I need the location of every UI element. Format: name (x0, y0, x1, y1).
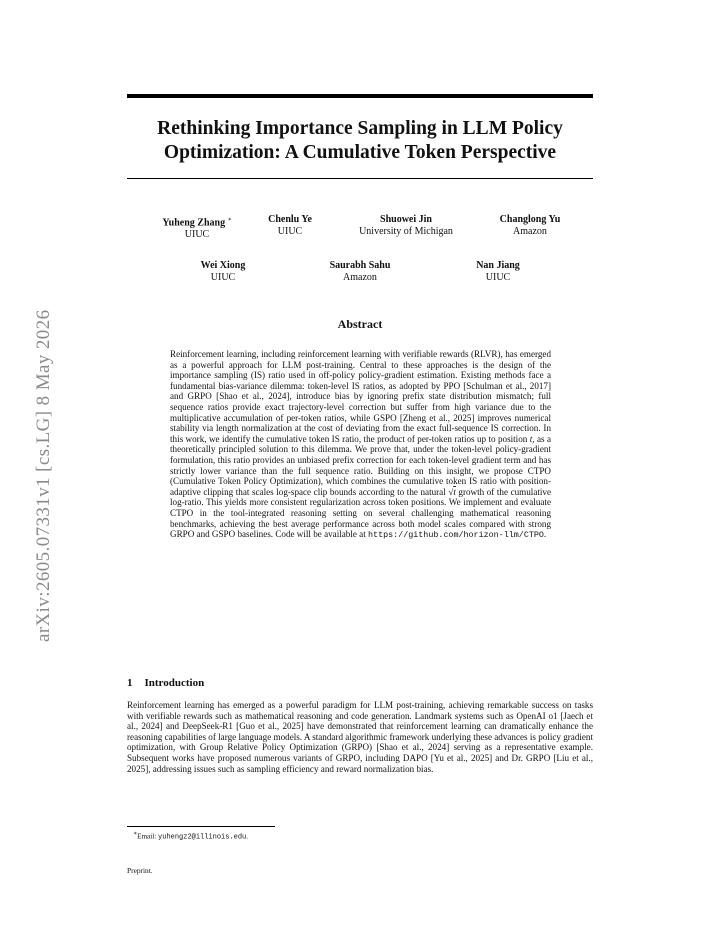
author-block (488, 214, 572, 238)
code-url-link[interactable]: https://github.com/horizon-llm/CTPO (368, 530, 544, 541)
author-name: Saurabh Sahu (329, 260, 391, 271)
email-address[interactable]: yuhengz2@illinois.edu (158, 833, 247, 842)
author-block (152, 214, 242, 241)
abstract-body: Reinforcement learning, including reinforcement learning with verifiable rewards (RLVR), has emerged as a powerful approach for LLM post-training. Central to these approaches is the design of the importance sampling (IS) ratio used in off-policy policy-gradient estimation. Existing methods face a fundamental bias-variance dilemma: token-level IS ratios, as adopted by PPO [Schulman et al., 2017] and GRPO [Shao et al., 2024], introduce bias by ignoring prefix state distribution mismatch; full sequence ratios provide exact trajectory-level correction but suffer from high variance due to the multiplicative accumulation of per-token ratios, while GSPO [Zheng et al., 2025] improves numerical stability via length normalization at the cost of deviating from the exact full-sequence IS correction. In this work, we identify the cumulative token IS ratio, the product of per-token ratios up to position t, as a theoretically principled solution to this dilemma. We prove that, under the token-level policy-gradient formulation, this ratio provides an unbiased prefix correction for each token-level gradient term and has strictly lower variance than the full sequence ratio. Building on this insight, we propose CTPO (Cumulative Token Policy Optimization), which combines the cumulative token IS ratio with position-adaptive clipping that scales log-space clip bounds according to the natural √t growth of the cumulative log-ratio. This yields more consistent regularization across token positions. We implement and evaluate CTPO in the tool-integrated reasoning setting on several challenging mathematical reasoning benchmarks, achieving the best average performance across both model scales compared with strong GRPO and GSPO baselines. Code will be available at https://github.com/horizon-llm/CTPO. (170, 349, 551, 541)
arxiv-identifier: arXiv:2605.07331v1 [cs.LG] 8 May 2026 (33, 309, 54, 642)
section-title: Introduction (144, 677, 205, 689)
footnote-mark: ∗ (227, 217, 232, 223)
section-heading (127, 677, 204, 689)
author-affiliation: Amazon (513, 226, 547, 237)
author-block (255, 214, 325, 238)
author-affiliation: University of Michigan (359, 226, 453, 237)
footnote: ∗Email: yuhengz2@illinois.edu. (133, 831, 249, 842)
preprint-footer: Preprint. (127, 866, 153, 875)
introduction-body: Reinforcement learning has emerged as a powerful paradigm for LLM post-training, achieving remarkable success on tasks with verifiable rewards such as mathematical reasoning and code generation. Landmark systems such as OpenAI o1 [Jaech et al., 2024] and DeepSeek-R1 [Guo et al., 2025] have demonstrated that reinforcement learning can dramatically enhance the reasoning capabilities of large language models. A standard algorithmic framework underlying these advances is policy gradient optimization, with Group Relative Policy Optimization (GRPO) [Shao et al., 2024] serving as a representative example. Subsequent works have proposed numerous variants of GRPO, including DAPO [Yu et al., 2025] and Dr. GRPO [Liu et al., 2025], addressing issues such as sampling efficiency and reward normalization bias. (127, 700, 593, 774)
author-affiliation: UIUC (184, 229, 210, 241)
paper-title (127, 117, 593, 165)
footnote-rule (127, 826, 275, 827)
author-name: Yuheng Zhang ∗ (162, 217, 232, 229)
author-name: Chenlu Ye (268, 214, 312, 225)
title-line-1: Rethinking Importance Sampling in LLM Policy (157, 118, 563, 139)
author-affiliation: UIUC (485, 272, 511, 283)
variable-t: t (529, 433, 533, 444)
section-number: 1 (127, 677, 133, 689)
author-name: Changlong Yu (499, 214, 561, 225)
author-block (464, 260, 532, 284)
author-name: Shuowei Jin (380, 214, 432, 225)
author-name: Nan Jiang (476, 260, 520, 271)
author-affiliation: UIUC (210, 272, 236, 283)
author-block (340, 214, 472, 238)
author-affiliation: UIUC (277, 226, 303, 237)
author-block (186, 260, 260, 284)
author-block (314, 260, 406, 284)
title-line-2: Optimization: A Cumulative Token Perspective (163, 142, 557, 163)
title-bottom-rule (127, 178, 593, 179)
author-affiliation: Amazon (343, 272, 377, 283)
abstract-heading: Abstract (337, 317, 383, 331)
author-name: Wei Xiong (200, 260, 246, 271)
title-top-rule (127, 94, 593, 98)
sqrt-t-expression: √t (448, 486, 456, 497)
